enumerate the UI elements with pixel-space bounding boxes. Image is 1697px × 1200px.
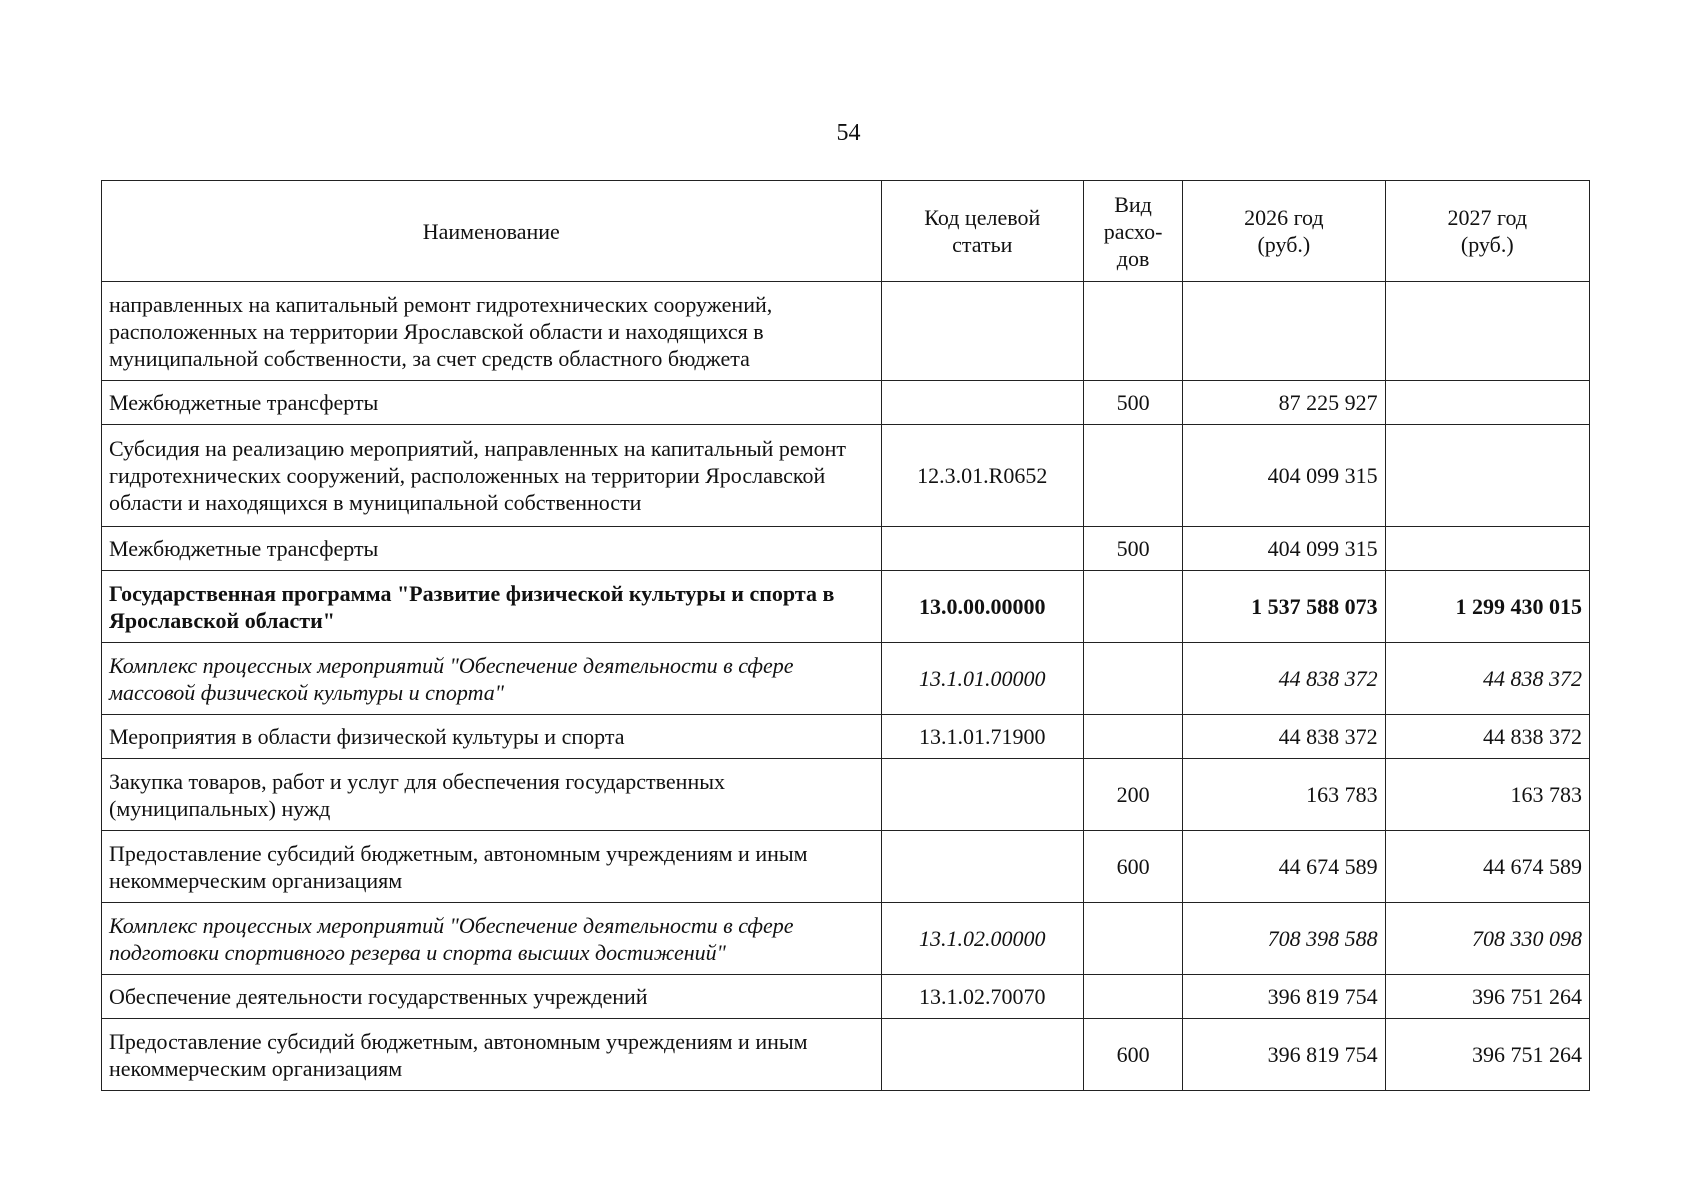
row-name: Закупка товаров, работ и услуг для обеспечения государственных (муниципальных) нужд — [102, 759, 882, 831]
row-name: Межбюджетные трансферты — [102, 381, 882, 425]
row-amount-2027: 44 838 372 — [1385, 643, 1589, 715]
header-kind: Вид расхо- дов — [1083, 181, 1182, 282]
table-row — [102, 903, 1590, 975]
table-row — [102, 571, 1590, 643]
row-kind: 500 — [1083, 527, 1182, 571]
row-amount-2027 — [1385, 425, 1589, 527]
budget-table — [101, 180, 1590, 1091]
row-amount-2027 — [1385, 282, 1589, 381]
table-row — [102, 1019, 1590, 1091]
row-amount-2027: 44 838 372 — [1385, 715, 1589, 759]
row-name: Межбюджетные трансферты — [102, 527, 882, 571]
row-code: 13.0.00.00000 — [881, 571, 1083, 643]
table-row — [102, 759, 1590, 831]
row-amount-2027: 1 299 430 015 — [1385, 571, 1589, 643]
row-amount-2026: 404 099 315 — [1183, 425, 1385, 527]
row-code — [881, 759, 1083, 831]
header-year-2026: 2026 год (руб.) — [1183, 181, 1385, 282]
row-kind — [1083, 282, 1182, 381]
row-name: Предоставление субсидий бюджетным, автономным учреждениям и иным некоммерческим организациям — [102, 1019, 882, 1091]
row-amount-2027: 163 783 — [1385, 759, 1589, 831]
row-amount-2027: 396 751 264 — [1385, 1019, 1589, 1091]
row-amount-2026: 396 819 754 — [1183, 975, 1385, 1019]
row-code — [881, 381, 1083, 425]
row-kind — [1083, 571, 1182, 643]
row-kind: 600 — [1083, 831, 1182, 903]
table-row — [102, 975, 1590, 1019]
row-code — [881, 527, 1083, 571]
row-name: Государственная программа "Развитие физической культуры и спорта в Ярославской области" — [102, 571, 882, 643]
row-code — [881, 282, 1083, 381]
header-code: Код целевой статьи — [881, 181, 1083, 282]
row-code: 13.1.02.70070 — [881, 975, 1083, 1019]
table-row — [102, 381, 1590, 425]
table-row — [102, 527, 1590, 571]
row-code: 13.1.01.00000 — [881, 643, 1083, 715]
table-row — [102, 282, 1590, 381]
row-kind — [1083, 975, 1182, 1019]
page-number: 54 — [836, 120, 861, 146]
row-kind — [1083, 715, 1182, 759]
row-code: 12.3.01.R0652 — [881, 425, 1083, 527]
row-kind: 200 — [1083, 759, 1182, 831]
row-name: Комплекс процессных мероприятий "Обеспечение деятельности в сфере массовой физической культуры и спорта" — [102, 643, 882, 715]
row-kind — [1083, 643, 1182, 715]
row-amount-2026: 396 819 754 — [1183, 1019, 1385, 1091]
row-amount-2027: 44 674 589 — [1385, 831, 1589, 903]
row-name: Комплекс процессных мероприятий "Обеспечение деятельности в сфере подготовки спортивного резерва и спорта высших достижений" — [102, 903, 882, 975]
row-code — [881, 1019, 1083, 1091]
row-code — [881, 831, 1083, 903]
table-row — [102, 715, 1590, 759]
row-name: направленных на капитальный ремонт гидротехнических сооружений, расположенных на территории Ярославской области и находящихся в муниципальной собственности, за счет средств областного бюджета — [102, 282, 882, 381]
table-header-row — [102, 181, 1590, 282]
header-name: Наименование — [102, 181, 882, 282]
row-amount-2026: 708 398 588 — [1183, 903, 1385, 975]
row-kind — [1083, 903, 1182, 975]
row-amount-2026: 44 838 372 — [1183, 643, 1385, 715]
row-name: Обеспечение деятельности государственных учреждений — [102, 975, 882, 1019]
row-kind: 500 — [1083, 381, 1182, 425]
header-year-2027: 2027 год (руб.) — [1385, 181, 1589, 282]
row-amount-2026 — [1183, 282, 1385, 381]
row-kind — [1083, 425, 1182, 527]
table-row — [102, 425, 1590, 527]
row-amount-2027: 396 751 264 — [1385, 975, 1589, 1019]
row-amount-2026: 1 537 588 073 — [1183, 571, 1385, 643]
row-amount-2026: 163 783 — [1183, 759, 1385, 831]
row-amount-2026: 404 099 315 — [1183, 527, 1385, 571]
table-row — [102, 643, 1590, 715]
row-code: 13.1.01.71900 — [881, 715, 1083, 759]
row-amount-2027: 708 330 098 — [1385, 903, 1589, 975]
row-name: Предоставление субсидий бюджетным, автономным учреждениям и иным некоммерческим организациям — [102, 831, 882, 903]
row-amount-2027 — [1385, 527, 1589, 571]
row-amount-2027 — [1385, 381, 1589, 425]
table-row — [102, 831, 1590, 903]
row-name: Субсидия на реализацию мероприятий, направленных на капитальный ремонт гидротехнических сооружений, расположенных на территории Ярославской области и находящихся в муниципальной собственности — [102, 425, 882, 527]
row-name: Мероприятия в области физической культуры и спорта — [102, 715, 882, 759]
row-amount-2026: 44 674 589 — [1183, 831, 1385, 903]
row-kind: 600 — [1083, 1019, 1182, 1091]
row-code: 13.1.02.00000 — [881, 903, 1083, 975]
row-amount-2026: 44 838 372 — [1183, 715, 1385, 759]
row-amount-2026: 87 225 927 — [1183, 381, 1385, 425]
